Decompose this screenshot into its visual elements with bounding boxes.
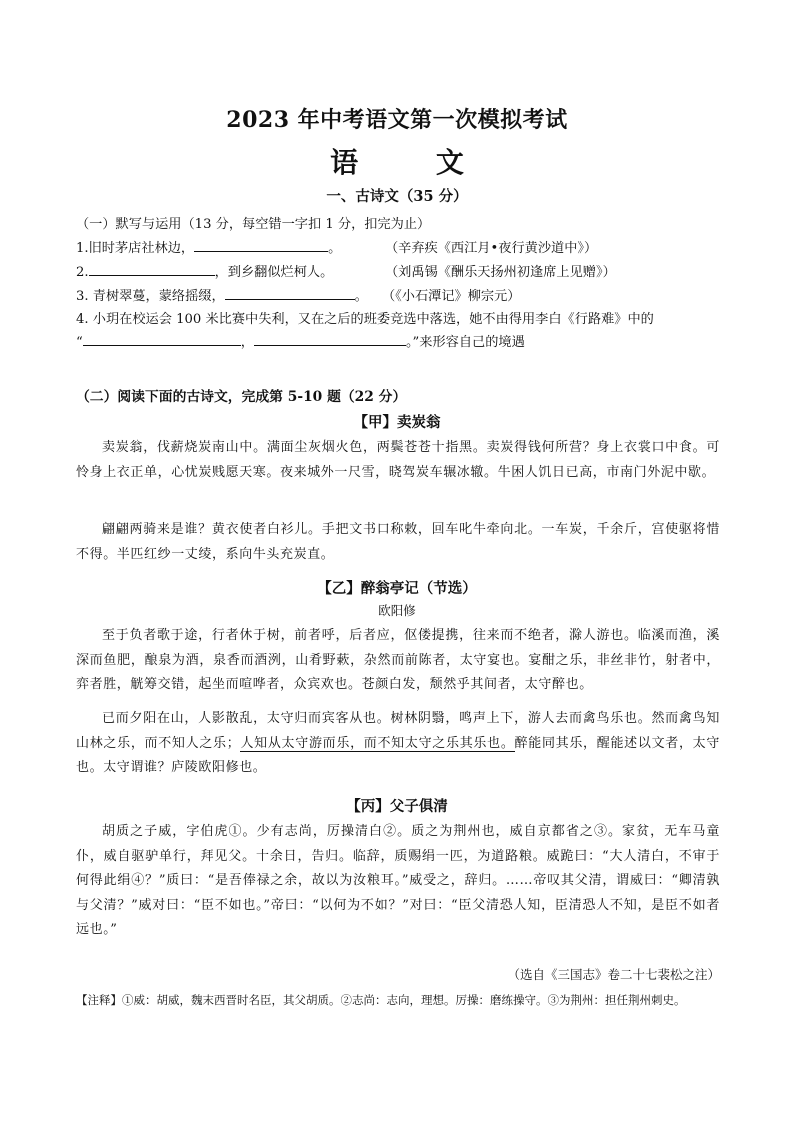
yi-p2-underlined-sentence: 人知从太守游而乐，而不知太守之乐其乐也。 bbox=[240, 735, 515, 751]
bing-source: （选自《三国志》卷二十七裴松之注） bbox=[507, 967, 720, 982]
q3-suffix: 。 bbox=[354, 289, 368, 304]
question-3 bbox=[76, 285, 368, 304]
q1-suffix: 。 bbox=[328, 241, 342, 256]
question-2 bbox=[76, 261, 333, 280]
q1-answer-blank[interactable] bbox=[194, 239, 328, 252]
q4-ending: 。”来形容自己的境遇 bbox=[405, 335, 525, 350]
yi-p2-start: 已而夕阳在山，人影散乱，太守归而宾客从也。树林阴翳，鸣声上下，游人去而禽鸟乐也。然而禽鸟知山林之乐，而不知人之乐； bbox=[76, 711, 720, 751]
q2-prefix: 2. bbox=[76, 265, 89, 280]
q3-answer-blank[interactable] bbox=[225, 287, 355, 300]
poem-jia-paragraph-1: 卖炭翁，伐薪烧炭南山中。满面尘灰烟火色，两鬓苍苍十指黑。卖炭得钱何所营？身上衣裳口中食。可怜身上衣正单，心忧炭贱愿天寒。夜来城外一尺雪，晓驾炭车辗冰辙。牛困人饥日已高，市南门外泥中歇。 bbox=[76, 440, 720, 480]
q3-source: （《小石潭记》柳宗元） bbox=[382, 289, 521, 304]
exam-title: 2023 年中考语文第一次模拟考试 bbox=[226, 107, 568, 133]
part1-heading: （一）默写与运用（13 分，每空错一字扣 1 分，扣完为止） bbox=[76, 217, 431, 232]
annotation-note: 【注释】①威：胡威，魏末西晋时名臣，其父胡质。②志尚：志向，理想。厉操：磨练操守。③为荆州：担任荆州刺史。 bbox=[76, 993, 686, 1007]
q2-source: （刘禹锡《酬乐天扬州初逢席上见赠》） bbox=[385, 265, 616, 280]
question-1 bbox=[76, 237, 341, 256]
subject-text: 语 文 bbox=[330, 146, 498, 179]
poem-jia-title: 【甲】卖炭翁 bbox=[353, 414, 441, 431]
q1-source: （辛弃疾《西江月•夜行黄沙道中》） bbox=[385, 241, 598, 256]
prose-yi-paragraph-2 bbox=[76, 707, 720, 781]
part2-heading: （二）阅读下面的古诗文，完成第 5-10 题（22 分） bbox=[76, 389, 407, 405]
prose-yi-author: 欧阳修 bbox=[378, 603, 416, 618]
q4-answer-blank-1[interactable] bbox=[83, 333, 241, 346]
prose-bing-paragraph: 胡质之子威，字伯虎①。少有志尚，厉操清白②。质之为荆州也，威自京都省之③。家贫，无车马童仆，威自驱驴单行，拜见父。十余日，告归。临辞，质赐绢一匹，为道路粮。威跪曰：“大人清白，不审于何得此绢④？”质曰：“是吾俸禄之余，故以为汝粮耳。”威受之，辞归。……帝叹其父清，谓威曰：“卿清孰与父清？”威对曰：“臣不如也。”帝曰：“以何为不如？”对曰：“臣父清恐人知，臣清恐人不知，是臣不如者远也。” bbox=[76, 824, 720, 937]
q4-open-quote: “ bbox=[76, 335, 83, 350]
question-4-line1: 4. 小玥在校运会 100 米比赛中失利，又在之后的班委竞选中落选，她不由得用李白《行路难》中的 bbox=[76, 312, 654, 327]
q2-answer-blank[interactable] bbox=[89, 263, 215, 276]
q4-answer-blank-2[interactable] bbox=[254, 333, 406, 346]
q4-comma: ， bbox=[240, 335, 254, 350]
prose-yi-title: 【乙】醉翁亭记（节选） bbox=[317, 580, 477, 597]
prose-yi-paragraph-1: 至于负者歌于途，行者休于树，前者呼，后者应，伛偻提携，往来而不绝者，滁人游也。临溪而渔，溪深而鱼肥，酿泉为酒，泉香而酒洌，山肴野蔌，杂然而前陈者，太守宴也。宴酣之乐，非丝非竹，射者中，弈者胜，觥筹交错，起坐而喧哗者，众宾欢也。苍颜白发，颓然乎其间者，太守醉也。 bbox=[76, 628, 720, 692]
q1-prefix: 1.旧时茅店社林边， bbox=[76, 241, 195, 256]
prose-bing-title: 【丙】父子俱清 bbox=[346, 798, 448, 815]
q2-suffix: ，到乡翻似烂柯人。 bbox=[214, 265, 334, 280]
question-4-line2 bbox=[76, 331, 525, 350]
q3-prefix: 3. 青树翠蔓，蒙络摇缀， bbox=[76, 289, 225, 304]
section-heading: 一、古诗文（35 分） bbox=[326, 188, 468, 205]
subject-title bbox=[0, 141, 794, 181]
poem-jia-paragraph-2: 翩翩两骑来是谁？黄衣使者白衫儿。手把文书口称敕，回车叱牛牵向北。一车炭，千余斤，宫使驱将惜不得。半匹红纱一丈绫，系向牛头充炭直。 bbox=[76, 522, 720, 562]
yi-p2-end: 醉能同其乐，醒能述以文者，太守也。太守谓谁？庐陵欧阳修也。 bbox=[76, 735, 720, 775]
